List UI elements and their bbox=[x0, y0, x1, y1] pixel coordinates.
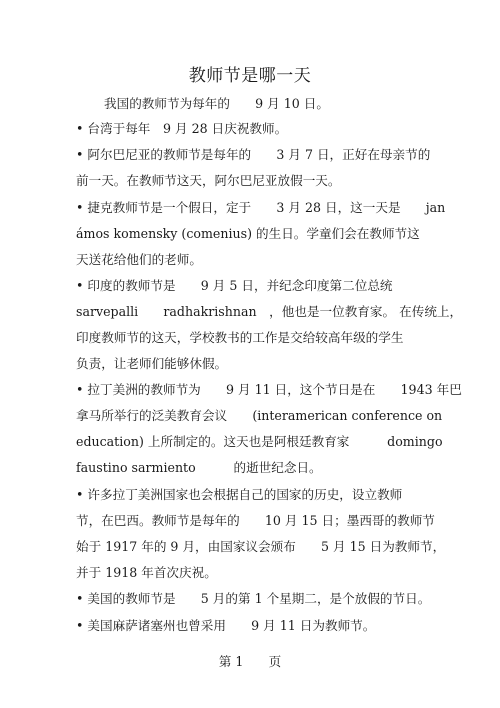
paragraph-line: 始于 1917 年的 9 月，由国家议会颁布 5 月 15 日为教师节， bbox=[76, 539, 446, 554]
page-number-footer: 第 1 页 bbox=[218, 654, 282, 669]
paragraph-line: • 美国的教师节是 5 月的第 1 个星期二，是个放假的节日。 bbox=[76, 591, 431, 606]
paragraph-line: 并于 1918 年首次庆祝。 bbox=[76, 565, 217, 580]
paragraph-line: ámos komensky (comenius) 的生日。学童们会在教师节这 bbox=[76, 226, 420, 241]
paragraph-line: 天送花给他们的老师。 bbox=[76, 252, 202, 267]
paragraph-line: 节，在巴西。教师节是每年的 10 月 15 日；墨西哥的教师节 bbox=[76, 513, 435, 528]
page-title: 教师节是哪一天 bbox=[188, 66, 312, 86]
paragraph-line: • 阿尔巴尼亚的教师节是每年的 3 月 7 日，正好在母亲节的 bbox=[76, 147, 431, 162]
paragraph-line: 前一天。在教师节这天，阿尔巴尼亚放假一天。 bbox=[76, 173, 341, 188]
paragraph-line: • 美国麻萨诸塞州也曾采用 9 月 11 日为教师节。 bbox=[76, 618, 376, 633]
paragraph-line: sarvepalli radhakrishnan ，他也是一位教育家。 在传统上， bbox=[76, 304, 463, 319]
paragraph-line: • 台湾于每年 9 月 28 日庆祝教师。 bbox=[76, 121, 288, 136]
paragraph-line: • 捷克教师节是一个假日，定于 3 月 28 日，这一天是 jan bbox=[76, 200, 446, 215]
paragraph-line: 印度教师节的这天，学校教书的工作是交给较高年级的学生 bbox=[76, 330, 404, 345]
paragraph-line: • 拉丁美洲的教师节为 9 月 11 日，这个节日是在 1943 年巴 bbox=[76, 382, 462, 397]
paragraph-line: education) 上所制定的。这天也是阿根廷教育家 domingo bbox=[76, 434, 443, 449]
paragraph-line: • 许多拉丁美洲国家也会根据自己的国家的历史，设立教师 bbox=[76, 487, 403, 502]
paragraph-line: faustino sarmiento 的逝世纪念日。 bbox=[76, 460, 322, 475]
paragraph-line: 负责，让老师们能够休假。 bbox=[76, 356, 228, 371]
paragraph-line: • 印度的教师节是 9 月 5 日，并纪念印度第二位总统 bbox=[76, 278, 393, 293]
paragraph-line: 拿马所举行的泛美教育会议 (interamerican conference on bbox=[76, 408, 443, 423]
paragraph-line: 我国的教师节为每年的 9 月 10 日。 bbox=[104, 96, 329, 111]
